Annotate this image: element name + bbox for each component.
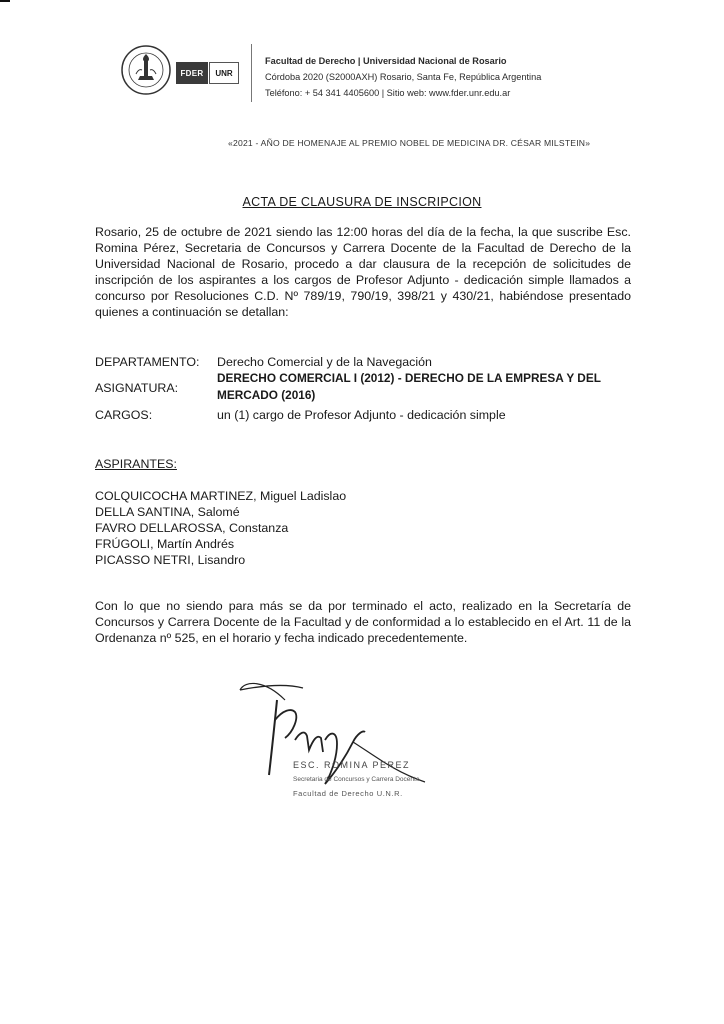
- institution-name: Facultad de Derecho | Universidad Nacional de Rosario: [265, 56, 507, 66]
- cargos-value: un (1) cargo de Profesor Adjunto - dedicación simple: [217, 408, 506, 422]
- list-item: FAVRO DELLAROSSA, Constanza: [95, 521, 289, 535]
- year-motto: «2021 - AÑO DE HOMENAJE AL PREMIO NOBEL DE MEDICINA DR. CÉSAR MILSTEIN»: [228, 138, 591, 148]
- header-divider: [251, 44, 252, 102]
- departamento-label: DEPARTAMENTO:: [95, 355, 200, 369]
- list-item: COLQUICOCHA MARTINEZ, Miguel Ladislao: [95, 489, 347, 503]
- departamento-value: Derecho Comercial y de la Navegación: [217, 355, 432, 369]
- aspirantes-heading: ASPIRANTES:: [95, 457, 177, 471]
- list-item: DELLA SANTINA, Salomé: [95, 505, 240, 519]
- intro-paragraph: Rosario, 25 de octubre de 2021 siendo las 12:00 horas del día de la fecha, la que suscribe Esc. Romina Pérez, Secretaria de Concursos y Carrera Docente de la Facultad de Derecho de la Universidad Nacional de Rosario, procedo a dar clausura de la recepción de solicitudes de inscripción de los aspirantes a los cargos de Profesor Adjunto - dedicación simple llamados a concurso por Resoluciones C.D. Nº 789/19, 790/19, 398/21 y 430/21, habiéndose presentado quienes a continuación se detallan:: [95, 225, 631, 319]
- signatory-name: ESC. ROMINA PEREZ: [293, 760, 411, 770]
- signatory-role: Secretaria de Concursos y Carrera Docente: [293, 776, 420, 783]
- closing-paragraph: Con lo que no siendo para más se da por terminado el acto, realizado en la Secretaría de Concursos y Carrera Docente de la Facultad y de conformidad a lo establecido en el Art. 11 de la Ordenanza nº 525, en el horario y fecha indicado precedentemente.: [95, 599, 631, 645]
- asignatura-label: ASIGNATURA:: [95, 381, 179, 395]
- list-item: PICASSO NETRI, Lisandro: [95, 553, 246, 567]
- aspirantes-list: [95, 488, 346, 568]
- fder-logo: FDER: [176, 62, 208, 84]
- institution-contact: Teléfono: + 54 341 4405600 | Sitio web: www.fder.unr.edu.ar: [265, 88, 511, 98]
- unr-logo: UNR: [209, 62, 239, 84]
- university-seal-icon: [120, 44, 172, 96]
- asignatura-value: DERECHO COMERCIAL I (2012) - DERECHO DE LA EMPRESA Y DEL MERCADO (2016): [217, 371, 601, 402]
- institution-address: Córdoba 2020 (S2000AXH) Rosario, Santa Fe, República Argentina: [265, 72, 542, 82]
- cargos-label: CARGOS:: [95, 408, 153, 422]
- scan-mark: [0, 0, 10, 2]
- list-item: FRÚGOLI, Martín Andrés: [95, 537, 235, 551]
- document-title: ACTA DE CLAUSURA DE INSCRIPCION: [242, 195, 482, 209]
- signatory-faculty: Facultad de Derecho U.N.R.: [293, 789, 403, 798]
